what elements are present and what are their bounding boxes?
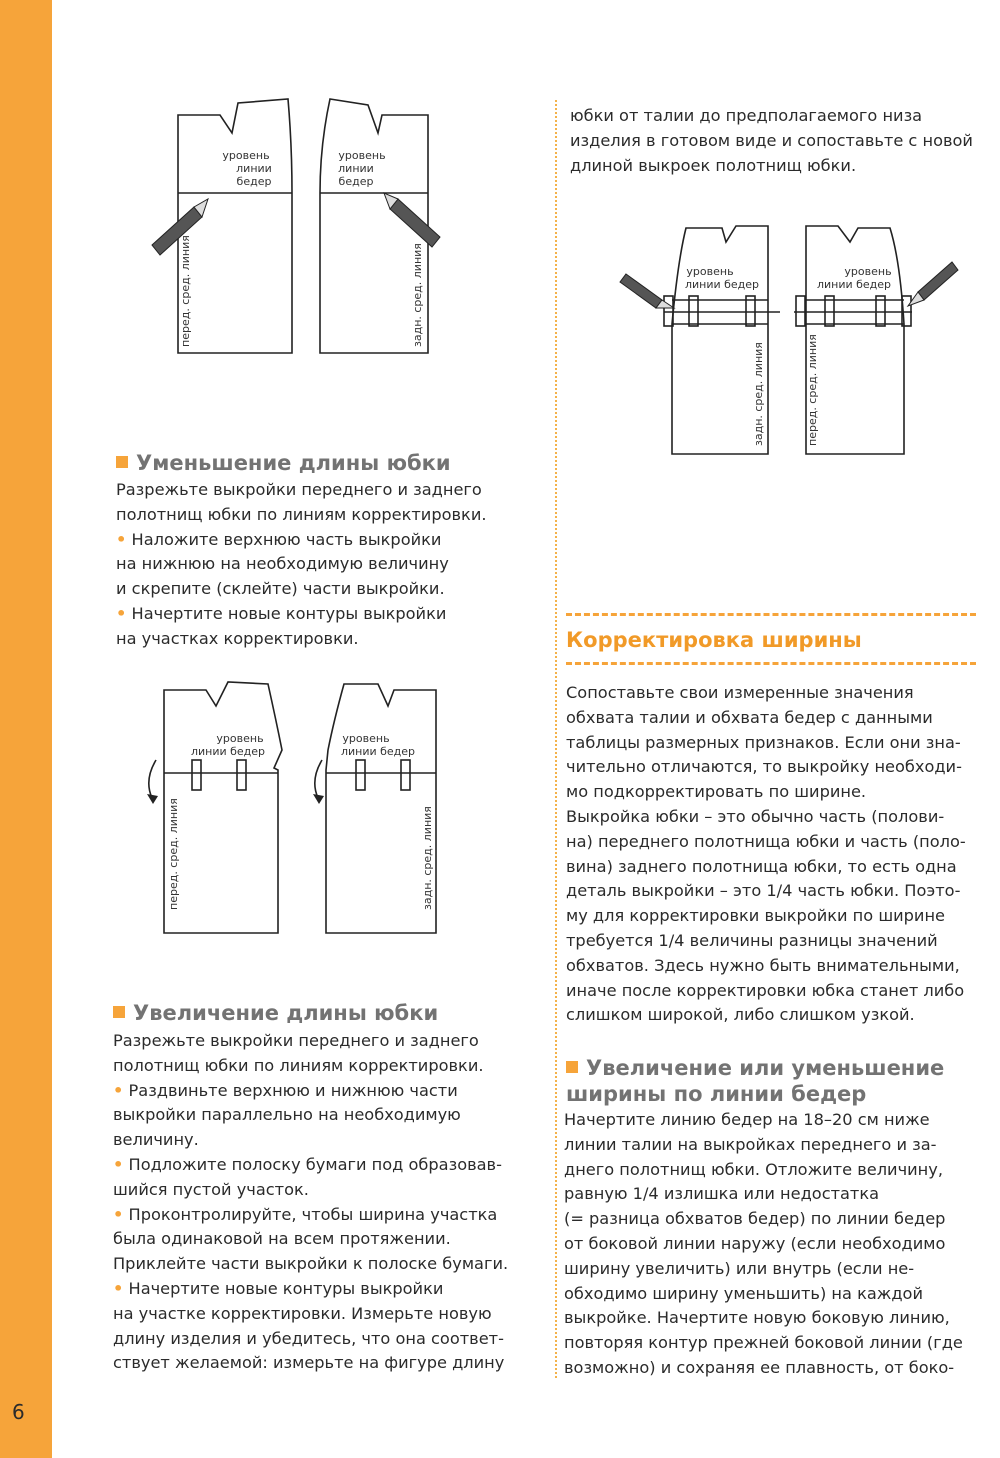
square-bullet-icon <box>116 456 128 468</box>
svg-text:перед. сред. линия: перед. сред. линия <box>806 334 819 446</box>
square-bullet-icon <box>566 1061 578 1073</box>
bullet-dot-icon: • <box>116 529 127 549</box>
svg-text:перед. сред. линия: перед. сред. линия <box>167 798 180 910</box>
svg-text:линии: линии <box>338 162 374 175</box>
figure-mark-hip-line <box>140 95 460 360</box>
svg-text:линии: линии <box>236 162 272 175</box>
text-hips: Начертите линию бедер на 18–20 см ниже линии талии на выкройках переднего и за- днего полотнищ юбки. Отложите величину, равную 1/4 излишка или недостатка (= разница обхватов бедер) по линии бедер от боковой линии наружу (если необходимо ширину увеличить) или внутрь (если не- обходимо ширину уменьшить) на каждой выкройке. Начертите новую боковую линию, повторяя контур прежней боковой линии (где возможно) и сохраняя ее плавность, от боко- <box>564 1110 963 1377</box>
pencil-icon <box>384 193 440 247</box>
column-divider <box>555 100 557 1378</box>
svg-text:уровень: уровень <box>338 149 386 162</box>
svg-text:задн. сред. линия: задн. сред. линия <box>411 243 424 347</box>
text-continuation: юбки от талии до предполагаемого низа изделия в готовом виде и сопоставьте с новой длиной выкроек полотнищ юбки. <box>570 106 973 175</box>
svg-text:перед. сред. линия: перед. сред. линия <box>179 235 192 347</box>
heading-lengthen: Увеличение длины юбки <box>113 1000 438 1026</box>
bullet-dot-icon: • <box>113 1204 124 1224</box>
bullet-dot-icon: • <box>113 1080 124 1100</box>
pencil-icon <box>908 262 958 306</box>
text-width: Сопоставьте свои измеренные значения обхвата талии и обхвата бедер с данными таблицы размерных признаков. Если они зна- чительно отличаются, то выкройку необходи- мо подкорректировать по ширине. Выкройка юбки – это обычно часть (полови- на) переднего полотнища юбки и часть (поло- вина) заднего полотнища юбки, то есть одна деталь выкройки – это 1/4 часть юбки. Поэто- му для корректировки выкройки по ширине требуется 1/4 величины разницы значений обхватов. Здесь нужно быть внимательными, иначе после корректировки юбка станет либо слишком широкой, либо слишком узкой. <box>566 683 966 1025</box>
svg-text:уровень: уровень <box>222 149 270 162</box>
dashed-rule-top <box>566 613 976 616</box>
svg-text:линии бедер: линии бедер <box>816 278 892 291</box>
text-lengthen: Разрежьте выкройки переднего и заднего полотнищ юбки по линиям корректировки. • Раздвиньте верхнюю и нижнюю части выкройки параллельно на необходимую величину. • Подложите полоску бумаги под образовав- шийся пустой участок. • Проконтролируйте, чтобы ширина участка была одинаковой на всем протяжении. Приклейте части выкройки к полоске бумаги. • Начертите новые контуры выкройки на участке корректировки. Измерьте новую длину изделия и убедитесь, что она соответ- ствует желаемой: измерьте на фигуре длину <box>113 1031 509 1373</box>
text-shorten: Разрежьте выкройки переднего и заднего полотнищ юбки по линиям корректировки. • Наложите верхнюю часть выкройки на нижнюю на необходимую величину и скрепите (склейте) части выкройки. • Начертите новые контуры выкройки на участках корректировки. <box>116 480 487 648</box>
page-number: 6 <box>12 1400 25 1424</box>
page-edge-stripe <box>0 0 52 1458</box>
svg-text:линии бедер: линии бедер <box>684 278 760 291</box>
section-title-width: Корректировка ширины <box>566 628 862 652</box>
heading-shorten: Уменьшение длины юбки <box>116 450 451 476</box>
svg-text:уровень: уровень <box>844 265 892 278</box>
square-bullet-icon <box>113 1006 125 1018</box>
pencil-icon <box>620 274 674 308</box>
svg-text:линии бедер: линии бедер <box>190 745 266 758</box>
heading-hips: Увеличение или уменьшение ширины по линии бедер <box>566 1056 945 1106</box>
svg-text:задн. сред. линия: задн. сред. линия <box>752 342 765 446</box>
bullet-dot-icon: • <box>113 1154 124 1174</box>
figure-shorten <box>140 680 460 942</box>
svg-text:бедер: бедер <box>338 175 374 188</box>
svg-text:бедер: бедер <box>236 175 272 188</box>
figure-lengthen <box>618 220 968 460</box>
svg-text:уровень: уровень <box>216 732 264 745</box>
svg-text:уровень: уровень <box>686 265 734 278</box>
svg-text:линии бедер: линии бедер <box>340 745 416 758</box>
dashed-rule-bottom <box>566 662 976 665</box>
svg-text:задн. сред. линия: задн. сред. линия <box>421 806 434 910</box>
bullet-dot-icon: • <box>113 1278 124 1298</box>
svg-text:уровень: уровень <box>342 732 390 745</box>
bullet-dot-icon: • <box>116 603 127 623</box>
